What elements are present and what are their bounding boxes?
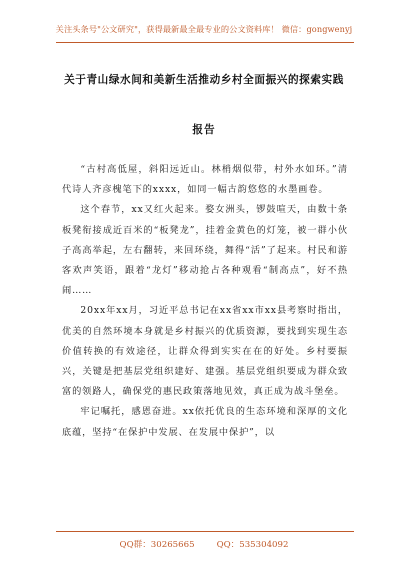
footer-qq-contact: QQ：535304092 — [216, 540, 289, 550]
header-divider — [56, 42, 354, 43]
document-body — [62, 160, 348, 443]
document-subtitle: 报告 — [192, 124, 216, 136]
footer-qq-group: QQ群：30265665 — [119, 540, 195, 550]
body-paragraph: “古村高低屋，斜阳远近山。林梢烟似带，村外水如环。”清代诗人齐彦槐笔下的xxxx，如同一幅古韵悠悠的水墨画卷。 — [62, 164, 348, 196]
body-paragraph: 这个春节，xx又红火起来。婺女洲头，锣鼓喧天，由数十条板凳衔接成近百米的“板凳龙”，挂着金黄色的灯笼，被一群小伙子高高举起，左右翻转，来回环绕，舞得“活”了起来。村民和游客欢声笑语，跟着“龙灯”移动抢占各种观看“制高点”，好不热闹…… — [62, 204, 348, 297]
header-promo-note: 关注头条号"公文研究"，获得最新最全最专业的公文资料库！ 微信：gongwenyj — [55, 24, 353, 34]
footer-contact — [0, 538, 408, 550]
body-paragraph: 20xx年xx月，习近平总书记在xx省xx市xx县考察时指出，优美的自然环境本身就是乡村振兴的优质资源，要找到实现生态价值转换的有效途径，让群众得到实实在在的好处。乡村要振兴，关键是把基层党组织建好、建强。基层党组织要成为群众致富的领路人，确保党的惠民政策落地见效，真正成为战斗堡垒。 — [62, 305, 348, 398]
footer-divider — [56, 531, 354, 532]
document-title: 关于青山绿水间和美新生活推动乡村全面振兴的探索实践 — [64, 74, 344, 86]
body-paragraph: 牢记嘱托，感恩奋进。xx依托优良的生态环境和深厚的文化底蕴，坚持“在保护中发展、在发展中保护”，以 — [62, 406, 348, 438]
